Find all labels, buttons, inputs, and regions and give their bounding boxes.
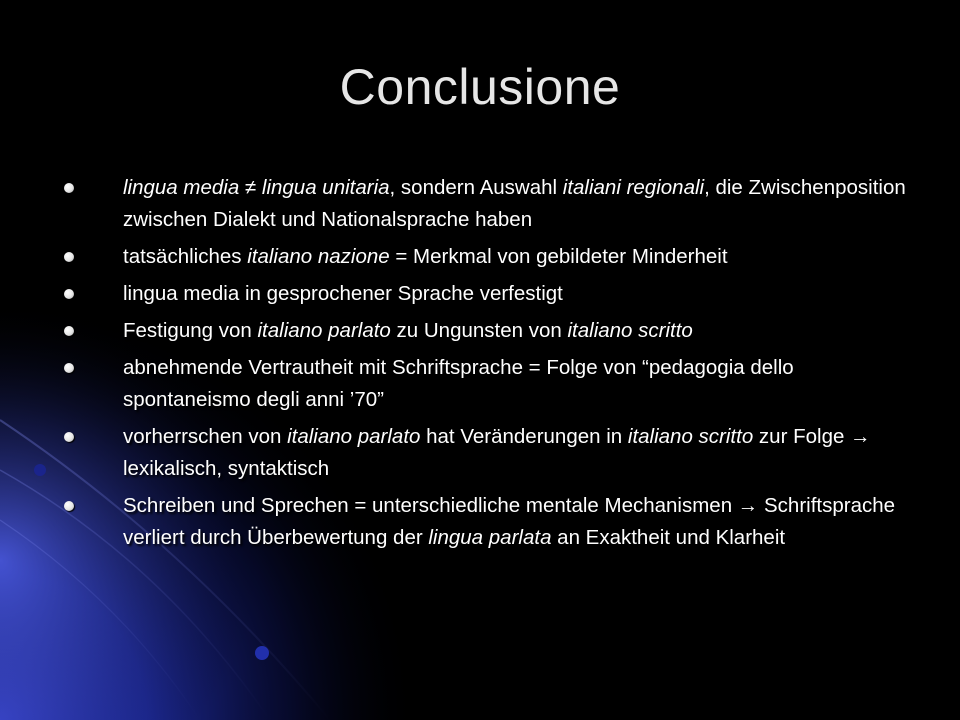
bullet-text: Festigung von	[123, 319, 258, 342]
bullet-dot-icon	[64, 432, 74, 442]
bullet-text: vorherrschen von	[123, 425, 288, 448]
bullet-italic-text: lingua parlata	[428, 526, 552, 549]
bullet-text: zu Ungunsten von	[390, 319, 568, 342]
bullet-text: Schreiben und Sprechen = unterschiedliche mentale Mechanismen → Schriftsprache verliert durch Überbewertung der	[123, 494, 896, 549]
bullet-item	[60, 241, 920, 273]
bullet-text: lingua media in gesprochener Sprache verfestigt	[123, 282, 563, 305]
bullet-italic-text: lingua media ≠ lingua unitaria	[123, 176, 390, 199]
decor-dot	[255, 646, 269, 660]
bullet-italic-text: italiano scritto	[567, 319, 693, 342]
bullet-item	[60, 352, 920, 416]
bullet-item	[60, 490, 920, 554]
bullet-italic-text: italiani regionali	[562, 176, 705, 199]
bullet-text: zur Folge → lexikalisch, syntaktisch	[123, 425, 871, 480]
bullet-italic-text: italiano parlato	[287, 425, 421, 448]
bullet-item	[60, 421, 920, 485]
bullet-dot-icon	[64, 289, 74, 299]
bullet-italic-text: italiano nazione	[247, 245, 390, 268]
bullet-dot-icon	[64, 183, 74, 193]
decor-dot	[34, 464, 46, 476]
bullet-text: , die Zwischenposition zwischen Dialekt und Nationalsprache haben	[123, 176, 906, 231]
bullet-text: hat Veränderungen in	[420, 425, 628, 448]
bullet-italic-text: italiano parlato	[257, 319, 391, 342]
slide-title: Conclusione	[339, 59, 621, 115]
bullet-text: , sondern Auswahl	[389, 176, 563, 199]
bullet-text: an Exaktheit und Klarheit	[551, 526, 786, 549]
bullet-item	[60, 172, 920, 236]
bullet-dot-icon	[64, 363, 74, 373]
bullet-text: abnehmende Vertrautheit mit Schriftsprache = Folge von “pedagogia dello spontaneismo degli anni ’70”	[123, 356, 794, 411]
bullet-text: = Merkmal von gebildeter Minderheit	[389, 245, 728, 268]
bullet-item	[60, 278, 920, 310]
bullet-dot-icon	[64, 326, 74, 336]
bullet-dot-icon	[64, 252, 74, 262]
bullet-item	[60, 315, 920, 347]
bullet-dot-icon	[64, 501, 74, 511]
bullet-text: tatsächliches	[123, 245, 248, 268]
bullet-list	[60, 172, 920, 559]
bullet-italic-text: italiano scritto	[627, 425, 754, 448]
